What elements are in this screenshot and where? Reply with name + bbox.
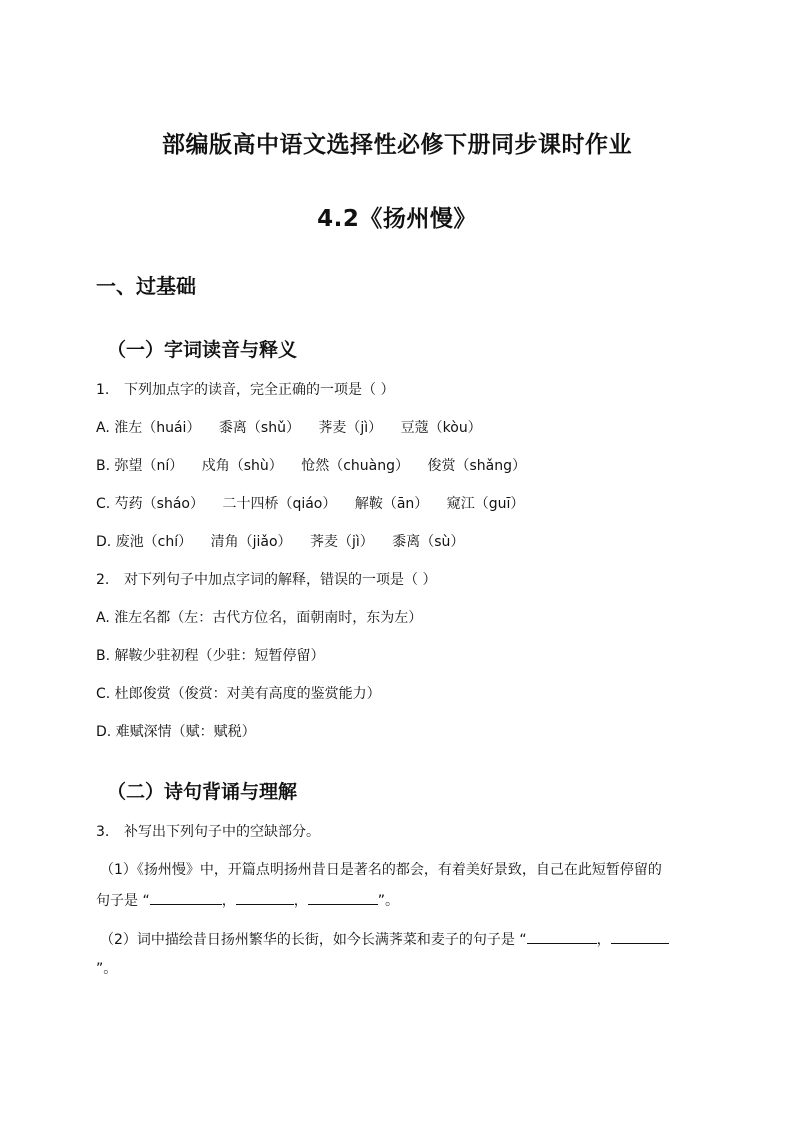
question-number: 1. xyxy=(96,382,110,398)
question-number: 3. xyxy=(96,824,110,840)
answer-blank[interactable] xyxy=(611,929,669,944)
answer-blank[interactable] xyxy=(308,890,378,905)
question-2 xyxy=(96,570,436,590)
question-1 xyxy=(96,380,394,400)
option-item: 芍药（sháo） xyxy=(114,496,204,512)
question-stem: 补写出下列句子中的空缺部分。 xyxy=(124,824,320,840)
q2-option-c: C. 杜郎俊赏（俊赏：对美有高度的鉴赏能力） xyxy=(96,686,381,702)
option-letter: C. xyxy=(96,496,111,512)
option-letter: D. xyxy=(96,534,112,550)
q1-option-c xyxy=(96,494,538,514)
question-stem: 下列加点字的读音，完全正确的一项是（ ） xyxy=(124,382,395,398)
part-heading-recitation: （二）诗句背诵与理解 xyxy=(107,781,298,803)
part-heading-pronunciation: （一）字词读音与释义 xyxy=(107,339,298,361)
option-item: 废池（chí） xyxy=(115,534,193,550)
comma: ， xyxy=(221,893,236,909)
q1-option-b xyxy=(96,456,540,476)
comma: ， xyxy=(596,932,611,948)
option-item: 解鞍（ān） xyxy=(354,496,429,512)
option-item: 戍角（shù） xyxy=(201,458,283,474)
sub1-suffix: ”。 xyxy=(377,893,399,909)
q3-sub1-line1: （1）《扬州慢》中，开篇点明扬州昔日是著名的都会，有着美好景致，自己在此短暂停留的 xyxy=(100,862,662,878)
q1-option-d xyxy=(96,532,478,552)
sub2-text: （2）词中描绘昔日扬州繁华的长街，如今长满荠菜和麦子的句子是 “ xyxy=(100,932,527,948)
answer-blank[interactable] xyxy=(236,890,294,905)
option-item: 清角（jiǎo） xyxy=(210,534,292,550)
q3-sub1-line2 xyxy=(96,890,399,911)
option-item: 窥江（guī） xyxy=(446,496,525,512)
q3-sub2-line1 xyxy=(100,929,669,950)
option-letter: A. xyxy=(96,420,110,436)
q2-option-a: A. 淮左名都（左：古代方位名，面朝南时，东为左） xyxy=(96,610,423,626)
question-3 xyxy=(96,822,320,842)
q2-option-d: D. 难赋深情（赋：赋税） xyxy=(96,724,256,740)
option-item: 豆蔻（kòu） xyxy=(400,420,482,436)
section-heading-basics: 一、过基础 xyxy=(96,274,196,298)
option-item: 弥望（ní） xyxy=(114,458,184,474)
option-item: 二十四桥（qiáo） xyxy=(222,496,337,512)
q3-sub2-line2: ”。 xyxy=(96,961,118,977)
document-subtitle: 4.2《扬州慢》 xyxy=(317,206,477,232)
question-stem: 对下列句子中加点字词的解释，错误的一项是（ ） xyxy=(124,572,437,588)
option-item: 黍离（sù） xyxy=(392,534,465,550)
answer-blank[interactable] xyxy=(527,929,597,944)
option-item: 俊赏（shǎng） xyxy=(427,458,526,474)
option-item: 黍离（shǔ） xyxy=(218,420,300,436)
comma: ， xyxy=(293,893,308,909)
question-number: 2. xyxy=(96,572,110,588)
option-item: 荠麦（jì） xyxy=(318,420,383,436)
q2-option-b: B. 解鞍少驻初程（少驻：短暂停留） xyxy=(96,648,325,664)
document-title: 部编版高中语文选择性必修下册同步课时作业 xyxy=(162,132,632,158)
option-item: 怆然（chuàng） xyxy=(301,458,410,474)
q1-option-a xyxy=(96,418,496,438)
option-letter: B. xyxy=(96,458,111,474)
sub1-prefix: 句子是 “ xyxy=(96,893,150,909)
option-item: 淮左（huái） xyxy=(114,420,201,436)
option-item: 荠麦（jì） xyxy=(310,534,374,550)
answer-blank[interactable] xyxy=(150,890,222,905)
